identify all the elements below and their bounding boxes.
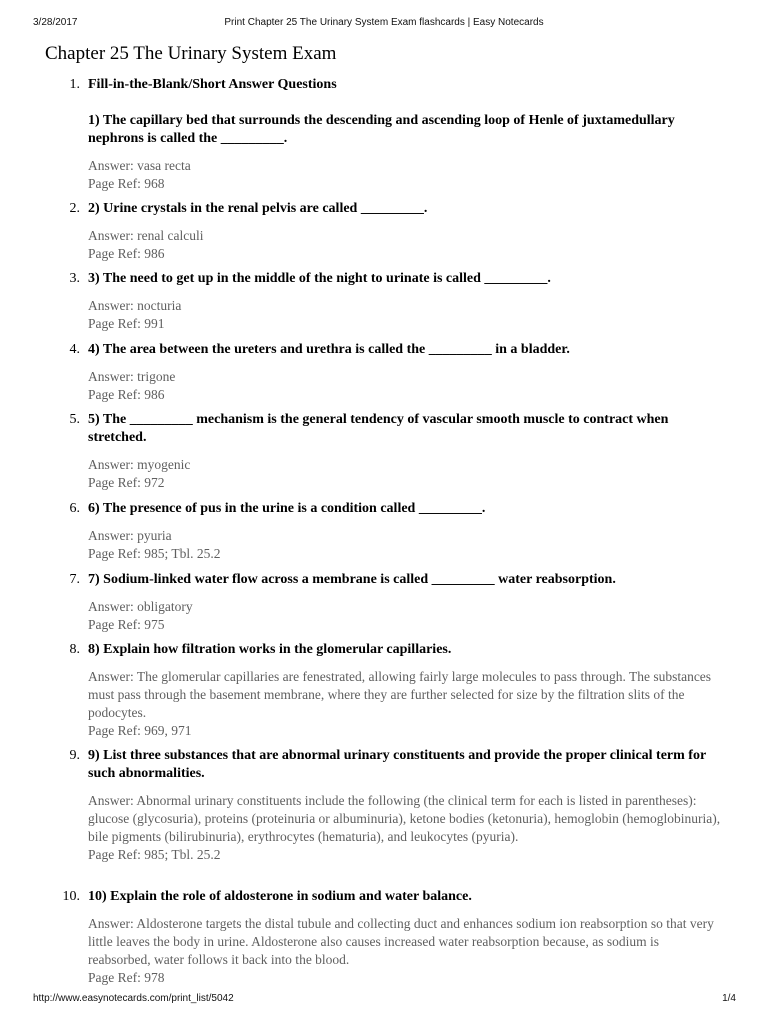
answer-text: Answer: Aldosterone targets the distal tubule and collecting duct and enhances sodium ion reabsorption so that very little leaves the body in urine. Aldosterone also causes increased water reabsorption because, as sodium is reabsorbed, water follows it back into the blood. <box>88 916 714 967</box>
answer-text: Answer: The glomerular capillaries are fenestrated, allowing fairly large molecules to pass through. The substances must pass through the basement membrane, where they are further selected for size by the filtration slits of the podocytes. <box>88 669 712 720</box>
list-item-8 <box>62 641 722 740</box>
page-ref: Page Ref: 985; Tbl. 25.2 <box>88 546 221 561</box>
answer-text: Answer: myogenic <box>88 457 191 472</box>
answer-text: Answer: trigone <box>88 369 176 384</box>
item-number: 10. <box>62 889 80 904</box>
list-item-10 <box>62 888 722 987</box>
question-text: 9) List three substances that are abnormal urinary constituents and provide the proper clinical term for such abnormalities. <box>88 748 706 781</box>
item-number: 1. <box>69 77 80 92</box>
question-text: 2) Urine crystals in the renal pelvis are called _________. <box>88 201 428 216</box>
page-ref: Page Ref: 969, 971 <box>88 723 192 738</box>
page-ref: Page Ref: 991 <box>88 316 165 331</box>
answer-text: Answer: Abnormal urinary constituents include the following (the clinical term for each is listed in parentheses): glucose (glycosuria), proteins (proteinuria or albuminuria), ketone bodies (ketonuria), hemoglobin (hemoglobinuria), bile pigments (bilirubinuria), erythrocytes (hematuria), and leukocytes (pyuria). <box>88 793 721 844</box>
list-item-4 <box>62 341 722 404</box>
page-ref: Page Ref: 985; Tbl. 25.2 <box>88 847 221 862</box>
answer-text: Answer: nocturia <box>88 298 182 313</box>
item-number: 7. <box>69 572 80 587</box>
answer-text: Answer: vasa recta <box>88 158 191 173</box>
page-ref: Page Ref: 986 <box>88 246 165 261</box>
print-date: 3/28/2017 <box>33 17 78 28</box>
page-title: Chapter 25 The Urinary System Exam <box>45 43 337 64</box>
page-number: 1/4 <box>722 993 736 1004</box>
page-ref: Page Ref: 986 <box>88 387 165 402</box>
list-item-7 <box>62 571 722 634</box>
page-ref: Page Ref: 978 <box>88 970 165 985</box>
item-number: 4. <box>69 342 80 357</box>
list-item-5 <box>62 411 722 492</box>
page-ref: Page Ref: 968 <box>88 176 165 191</box>
question-text: 7) Sodium-linked water flow across a membrane is called _________ water reabsorption. <box>88 572 616 587</box>
list-item-3 <box>62 270 722 333</box>
section-heading: Fill-in-the-Blank/Short Answer Questions <box>88 77 337 92</box>
question-text: 6) The presence of pus in the urine is a condition called _________. <box>88 501 486 516</box>
print-footer-url: http://www.easynotecards.com/print_list/5042 <box>33 993 234 1004</box>
item-number: 2. <box>69 201 80 216</box>
answer-text: Answer: pyuria <box>88 528 172 543</box>
question-text: 5) The _________ mechanism is the general tendency of vascular smooth muscle to contract when stretched. <box>88 412 669 445</box>
item-number: 6. <box>69 501 80 516</box>
list-item-6 <box>62 500 722 563</box>
item-number: 5. <box>69 412 80 427</box>
list-item-9 <box>62 747 722 864</box>
answer-text: Answer: obligatory <box>88 599 193 614</box>
page-ref: Page Ref: 975 <box>88 617 165 632</box>
answer-text: Answer: renal calculi <box>88 228 204 243</box>
list-item-1 <box>62 76 722 193</box>
page-ref: Page Ref: 972 <box>88 475 165 490</box>
question-text: 3) The need to get up in the middle of the night to urinate is called _________. <box>88 271 551 286</box>
question-text: 8) Explain how filtration works in the glomerular capillaries. <box>88 642 452 657</box>
list-item-2 <box>62 200 722 263</box>
question-text: 10) Explain the role of aldosterone in sodium and water balance. <box>88 889 472 904</box>
question-text: 1) The capillary bed that surrounds the descending and ascending loop of Henle of juxtamedullary nephrons is called the _________. <box>88 113 675 146</box>
item-number: 8. <box>69 642 80 657</box>
question-text: 4) The area between the ureters and urethra is called the _________ in a bladder. <box>88 342 570 357</box>
item-number: 3. <box>69 271 80 286</box>
print-header-title: Print Chapter 25 The Urinary System Exam flashcards | Easy Notecards <box>224 17 544 28</box>
item-number: 9. <box>69 748 80 763</box>
